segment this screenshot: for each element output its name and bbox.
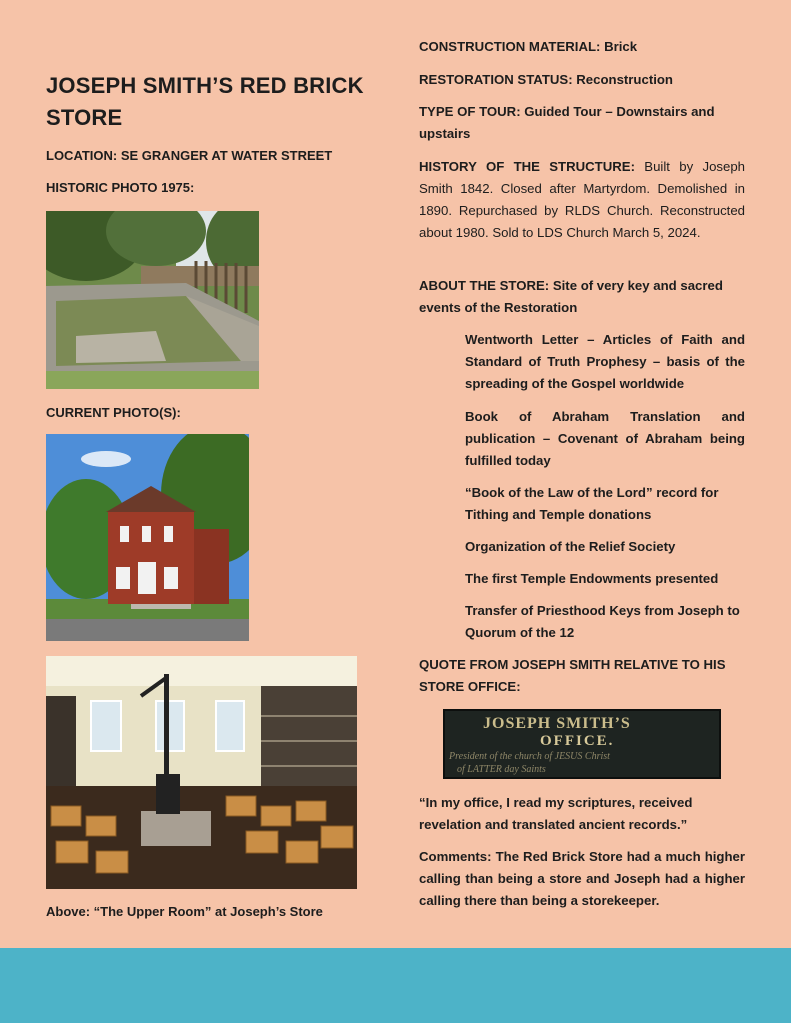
- historic-photo: [46, 211, 259, 389]
- sign-line-3: President of the church of JESUS Christ: [449, 751, 610, 762]
- quote-heading: [419, 654, 745, 698]
- about-label: ABOUT THE STORE:: [419, 278, 550, 293]
- quote-text: [419, 792, 745, 836]
- type-of-tour-line-2: upstairs: [419, 126, 471, 141]
- construction-material: [419, 36, 745, 58]
- event-item-abraham: Book of Abraham Translation and publication – Covenant of Abraham being fulfilled today: [465, 409, 745, 468]
- quote-label: QUOTE FROM JOSEPH SMITH RELATIVE TO HIS STORE OFFICE:: [419, 657, 726, 694]
- type-of-tour-line-1: TYPE OF TOUR: Guided Tour – Downstairs and: [419, 104, 715, 119]
- about-the-store: [419, 275, 745, 319]
- history-text: Built by Joseph Smith 1842. Closed after Martyrdom. Demolished in 1890. Repurchased by RLDS Church. Reconstructed about 1980. Sold to LDS Church March 5, 2024.: [419, 159, 745, 240]
- history-of-structure: [419, 156, 745, 244]
- event-item-endowments: The first Temple Endowments presented: [465, 571, 719, 586]
- upper-room-photo: [46, 656, 357, 889]
- restoration-status: [419, 69, 745, 91]
- event-item-law-of-lord: “Book of the Law of the Lord” record for Tithing and Temple donations: [465, 485, 719, 522]
- history-label: HISTORY OF THE STRUCTURE:: [419, 159, 635, 174]
- location-label: LOCATION: SE GRANGER AT WATER STREET: [46, 148, 333, 163]
- comments-text: The Red Brick Store had a much higher calling than being a store and Joseph had a higher calling there than being a storekeeper.: [419, 849, 746, 908]
- about-text: Site of very key and sacred events of the Restoration: [419, 278, 723, 315]
- comments: [419, 846, 745, 912]
- event-item-priesthood-keys: Transfer of Priesthood Keys from Joseph to Quorum of the 12: [465, 603, 740, 640]
- restoration-status-text: RESTORATION STATUS: Reconstruction: [419, 72, 673, 87]
- sign-line-2: OFFICE.: [540, 733, 615, 749]
- footer-band: [0, 948, 791, 1023]
- office-sign-image: [443, 709, 721, 779]
- title-line-1: JOSEPH SMITH’S RED BRICK: [46, 73, 364, 98]
- event-item-relief-society: Organization of the Relief Society: [465, 539, 676, 554]
- historic-photo-label: HISTORIC PHOTO 1975:: [46, 180, 195, 195]
- type-of-tour: [419, 101, 745, 145]
- quote-body: “In my office, I read my scriptures, received revelation and translated ancient records.”: [419, 795, 693, 832]
- page-title: [46, 70, 366, 134]
- comments-label: Comments:: [419, 849, 492, 864]
- title-line-2: STORE: [46, 105, 123, 130]
- sign-line-4: of LATTER day Saints: [457, 764, 546, 775]
- event-item-wentworth: Wentworth Letter – Articles of Faith and Standard of Truth Prophesy – basis of the spreading of the Gospel worldwide: [465, 332, 745, 391]
- upper-room-caption: Above: “The Upper Room” at Joseph’s Store: [46, 904, 323, 919]
- sign-line-1: JOSEPH SMITH’S: [483, 715, 631, 732]
- current-photo-label: CURRENT PHOTO(S):: [46, 405, 181, 420]
- current-photo-exterior: [46, 434, 249, 641]
- construction-material-text: CONSTRUCTION MATERIAL: Brick: [419, 39, 638, 54]
